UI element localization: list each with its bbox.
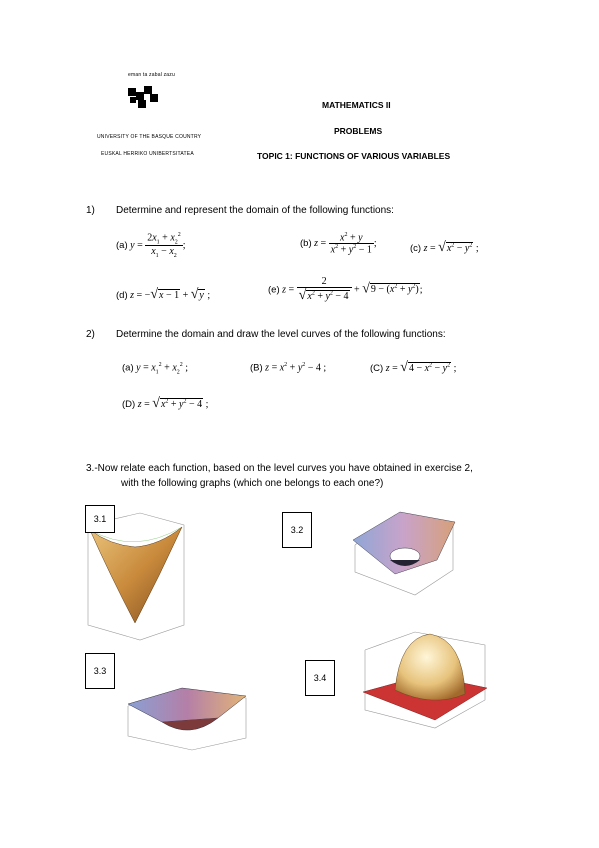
q2-formula-c: (C) $z = √4 - x^2 - y^2$ ; <box>370 360 457 375</box>
q1-formula-d: (d) z = −√x − 1 + √y ; <box>116 287 211 302</box>
course-title: MATHEMATICS II <box>322 100 391 110</box>
q1-label-b: (b) <box>300 238 312 250</box>
q1-label-c: (c) <box>410 243 422 254</box>
q2-formula-a: (a) $y = x_1^2 + x_2^2$ ; <box>122 362 189 376</box>
topic-title: TOPIC 1: FUNCTIONS OF VARIOUS VARIABLES <box>257 151 451 161</box>
q1-formula-b: (b) z = $\frac{x^2 + y}{x^2 + y^2 - 1}$ ; <box>300 232 377 256</box>
graph-label-3-2: 3.2 <box>282 512 312 548</box>
q2-number: 2) <box>86 329 95 340</box>
q1-text: Determine and represent the domain of the following functions: <box>116 205 394 216</box>
q2-text: Determine the domain and draw the level curves of the following functions: <box>116 329 446 340</box>
graph-3-2-surface <box>345 500 460 600</box>
q2-label-a: (a) <box>122 362 134 374</box>
section-title: PROBLEMS <box>334 126 383 136</box>
q3-line2: with the following graphs (which one belongs to each one?) <box>121 478 384 489</box>
q1-label-a: (a) <box>116 239 128 251</box>
logo-caption: eman ta zabal zazu <box>128 72 175 78</box>
q2-label-d: (D) <box>122 399 136 410</box>
q2-formula-d: (D) $z = √x^2 + y^2 - 4$ ; <box>122 396 209 411</box>
graph-3-3-surface <box>122 678 250 758</box>
graph-label-3-4: 3.4 <box>305 660 335 696</box>
university-name-en: UNIVERSITY OF THE BASQUE COUNTRY <box>97 134 202 140</box>
graph-label-3-1: 3.1 <box>85 505 115 533</box>
university-logo <box>126 84 160 110</box>
q1-formula-e: (e) z = $\frac{2}{√x^2 + y^2 - 4}$ + $√9 - (x^2 + y^2)$; <box>268 276 423 303</box>
graph-label-3-3: 3.3 <box>85 653 115 689</box>
q2-label-c: (C) <box>370 363 384 374</box>
graph-3-4-hemisphere <box>345 620 490 735</box>
q1-formula-c: (c) $z = √x^2 - y^2$ ; <box>410 240 479 255</box>
q2-label-b: (B) <box>250 362 263 374</box>
university-name-eu: EUSKAL HERRIKO UNIBERTSITATEA <box>101 151 194 157</box>
q1-label-e: (e) <box>268 284 280 296</box>
q1-number: 1) <box>86 205 95 216</box>
q2-formula-b: (B) $z = x^2 + y^2 - 4$ ; <box>250 362 327 374</box>
q1-label-d: (d) <box>116 290 128 301</box>
q3-line1: 3.-Now relate each function, based on the level curves you have obtained in exercise 2, <box>86 463 473 474</box>
q1-formula-a: (a) y = $\frac{2x_1 + x_2^2}{x_1 - x_2}$ ; <box>116 232 186 260</box>
